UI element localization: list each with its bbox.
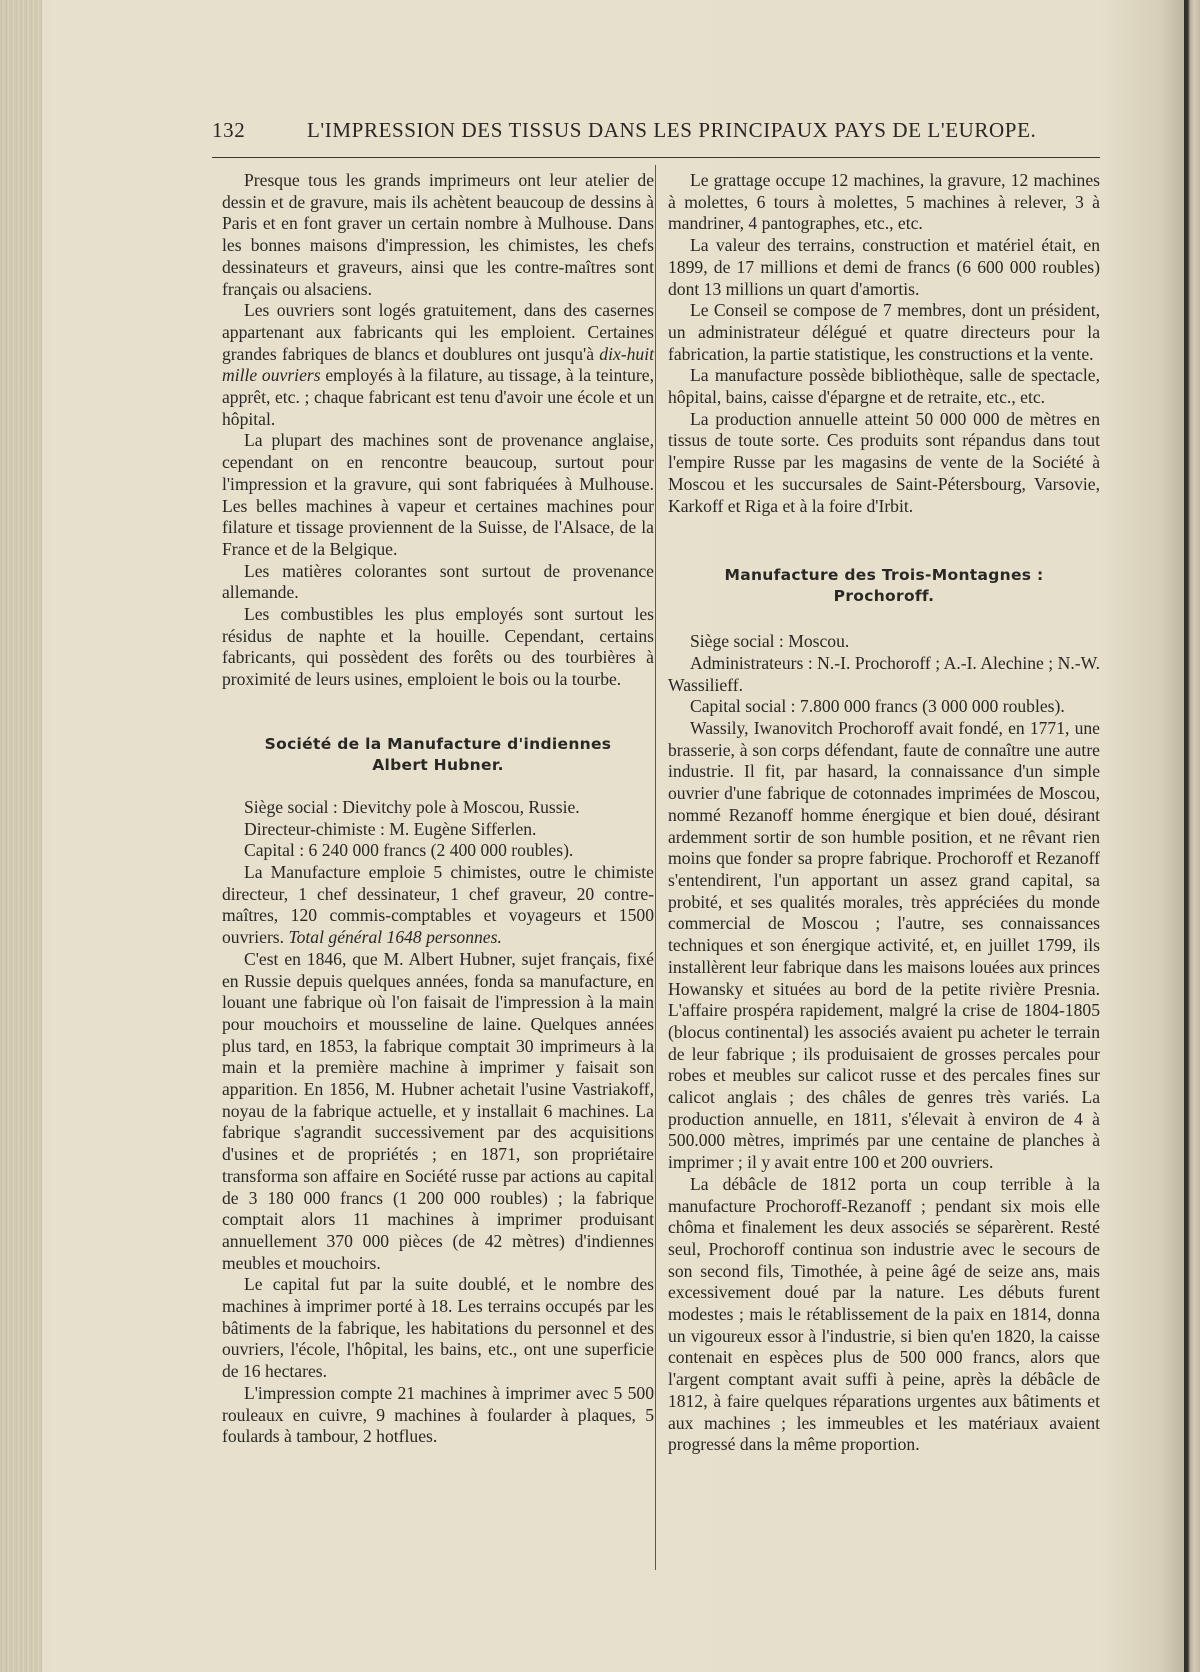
paragraph — [222, 300, 654, 430]
paragraph: La valeur des terrains, construction et matériel était, en 1899, de 17 millions et demi de francs (6 600 000 roubles) dont 13 millions un quart d'amortis. — [668, 235, 1100, 299]
page-number: 132 — [212, 118, 246, 142]
paragraph-italic: dix-huit mille ouvriers — [222, 343, 654, 386]
section-heading-line: Manufacture des Trois-Montagnes : — [724, 566, 1044, 585]
paragraph: Le capital fut par la suite doublé, et le nombre des machines à imprimer porté à 18. Les terrains occupés par les bâtiments de la fabrique, les habitations du personnel et des ouvriers, l'école, l'hôpital, les bains, etc., ont une superficie de 16 hectares. — [222, 1274, 654, 1382]
paragraph: La manufacture possède bibliothèque, salle de spectacle, hôpital, bains, caisse d'épargne et de retraite, etc., etc. — [668, 365, 1100, 408]
section-heading — [222, 734, 654, 776]
section-heading — [668, 565, 1100, 607]
right-column — [668, 170, 1100, 1456]
paragraph-text: La Manufacture emploie 5 chimistes, outre le chimiste directeur, 1 chef dessinateur, 1 chef graveur, 20 contre-maîtres, 120 commis-comptables et voyageurs et 1500 ouvriers. — [222, 861, 654, 948]
section-heading-line: Albert Hubner. — [372, 755, 504, 774]
spacer — [222, 691, 654, 734]
paragraph: Siège social : Dievitchy pole à Moscou, Russie. — [244, 796, 580, 817]
paragraph: Administrateurs : N.-I. Prochoroff ; A.-I. Alechine ; N.-W. Wassilieff. — [668, 652, 1100, 695]
spacer — [222, 776, 654, 797]
paragraph-text: employés à la filature, au tissage, à la teinture, apprêt, etc. ; chaque fabricant est tenu d'avoir une école et un hôpital. — [222, 365, 654, 429]
paragraph-text: Les ouvriers sont logés gratuitement, dans des casernes appartenant aux fabricants qui les emploient. Certaines grandes fabriques de blancs et doublures ont jusqu'à — [222, 300, 654, 364]
paragraph: La débâcle de 1812 porta un coup terrible à la manufacture Prochoroff-Rezanoff ; pendant six mois elle chôma et finalement les deux associés se séparèrent. Resté seul, Prochoroff continua son industrie avec le secours de son second fils, Timothée, à peine âgé de seize ans, mais excessivement doué par la nature. Les débuts furent modestes ; mais le rétablissement de la paix en 1814, donna un vigoureux essor à l'industrie, si bien qu'en 1820, la caisse contenait en espèces plus de 500 000 francs, alors que l'argent comptant avait suffi à peine, après la débâcle de 1812, à faire quelques réparations urgentes aux bâtiments et aux machines ; les immeubles et les matériaux avaient progressé dans la même proportion. — [668, 1173, 1100, 1455]
paragraph-italic: Total général 1648 personnes. — [288, 927, 502, 948]
paragraph: Siège social : Moscou. — [690, 631, 850, 652]
paragraph: Capital : 6 240 000 francs (2 400 000 roubles). — [244, 840, 574, 861]
spacer — [668, 607, 1100, 631]
paragraph: L'impression compte 21 machines à imprimer avec 5 500 rouleaux en cuivre, 9 machines à foularder à plaques, 5 foulards à tambour, 2 hotflues. — [222, 1382, 654, 1447]
section-heading-line: Société de la Manufacture d'indiennes — [264, 734, 612, 753]
paragraph: Les combustibles les plus employés sont surtout les résidus de naphte et la houille. Cependant, certains fabricants, qui possèdent des forêts ou des tourbières à proximité de leurs usines, emploient le bois ou la tourbe. — [222, 604, 654, 690]
spacer — [668, 517, 1100, 565]
running-header — [212, 118, 1037, 150]
paragraph: Presque tous les grands imprimeurs ont leur atelier de dessin et de gravure, mais ils achètent beaucoup de dessins à Paris et en font graver un certain nombre à Mulhouse. Dans les bonnes maisons d'impression, les chimistes, les chefs dessinateurs et graveurs, ainsi que les contre-maîtres sont français ou alsaciens. — [222, 170, 654, 299]
left-column — [222, 170, 654, 1448]
paragraph: Wassily, Iwanovitch Prochoroff avait fondé, en 1771, une brasserie, à son corps défendant, faute de connaître une autre industrie. Il fit, par hasard, la connaissance d'un simple ouvrier d'une fabrique de cotonnades imprimées de Moscou, nommé Rezanoff homme énergique et bien doué, désirant ardemment sortir de son humble position, et ne rêvant rien moins que fonder sa propre fabrique. Prochoroff et Rezanoff s'entendirent, l'un apportant un assez grand capital, sa probité, et ses qualités morales, très appréciées du monde commercial de Moscou ; l'autre, ses connaissances techniques et son énergique activité, et, en juillet 1799, ils installèrent leur fabrique dans les maisons louées aux princes Howansky et situées au bord de la petite rivière Presnia. L'affaire prospéra rapidement, malgré la crise de 1804-1805 (blocus continental) les associés avaient pu acheter le terrain de leur fabrique ; ils produisaient de grosses percales pour robes et meubles sur calicot russe et des percales fines sur calicot anglais ; des châles de genres très variés. La production annuelle, en 1811, s'élevait à environ de 4 à 500.000 mètres, imprimés par une centaine de planches à imprimer ; il y avait entre 100 et 200 ouvriers. — [668, 718, 1100, 1173]
paragraph: Directeur-chimiste : M. Eugène Sifferlen. — [244, 818, 537, 839]
paragraph: Le grattage occupe 12 machines, la gravure, 12 machines à molettes, 6 tours à molettes, 5 machines à relever, 3 à mandriner, 4 pantographes, etc., etc. — [668, 170, 1100, 234]
paragraph: C'est en 1846, que M. Albert Hubner, sujet français, fixé en Russie depuis quelques années, fonda sa manufacture, en louant une fabrique où l'on faisait de l'impression à la main pour mouchoirs et mousseline de laine. Quelques années plus tard, en 1853, la fabrique comptait 30 imprimeurs à la main et la première machine à imprimer y faisait son apparition. En 1856, M. Hubner achetait l'usine Vastriakoff, noyau de la fabrique actuelle, et y installait 6 machines. La fabrique s'agrandit successivement par des acquisitions d'usines et de propriétés ; en 1871, son propriétaire transforma son affaire en Société russe par actions au capital de 3 180 000 francs (1 200 000 roubles) ; la fabrique comptait alors 11 machines à imprimer produisant annuellement 370 000 pièces (de 42 mètres) d'indiennes meubles et mouchoirs. — [222, 948, 654, 1273]
paragraph — [222, 862, 654, 949]
paragraph: Les matières colorantes sont surtout de provenance allemande. — [222, 560, 654, 603]
running-title: L'IMPRESSION DES TISSUS DANS LES PRINCIPAUX PAYS DE L'EUROPE. — [307, 118, 1037, 142]
paragraph: Le Conseil se compose de 7 membres, dont un président, un administrateur délégué et quatre directeurs pour la fabrication, la partie statistique, les constructions et la vente. — [668, 300, 1100, 364]
paragraph: La plupart des machines sont de provenance anglaise, cependant on en rencontre beaucoup, surtout pour l'impression et la gravure, qui sont fabriquées à Mulhouse. Les belles machines à vapeur et certaines machines pour filature et tissage proviennent de la Suisse, de l'Alsace, de la France et de la Belgique. — [222, 430, 654, 559]
paragraph: La production annuelle atteint 50 000 000 de mètres en tissus de toute sorte. Ces produits sont répandus dans tout l'empire Russe par les magasins de vente de la Société à Moscou et les succursales de Saint-Pétersbourg, Varsovie, Karkoff et Riga et à la foire d'Irbit. — [668, 408, 1100, 516]
header-rule — [212, 157, 1100, 158]
paragraph: Capital social : 7.800 000 francs (3 000 000 roubles). — [690, 696, 1065, 717]
book-gutter-left — [0, 0, 42, 1672]
section-heading-line: Prochoroff. — [833, 587, 935, 606]
book-edge-right — [1184, 0, 1200, 1672]
column-divider — [655, 165, 656, 1570]
